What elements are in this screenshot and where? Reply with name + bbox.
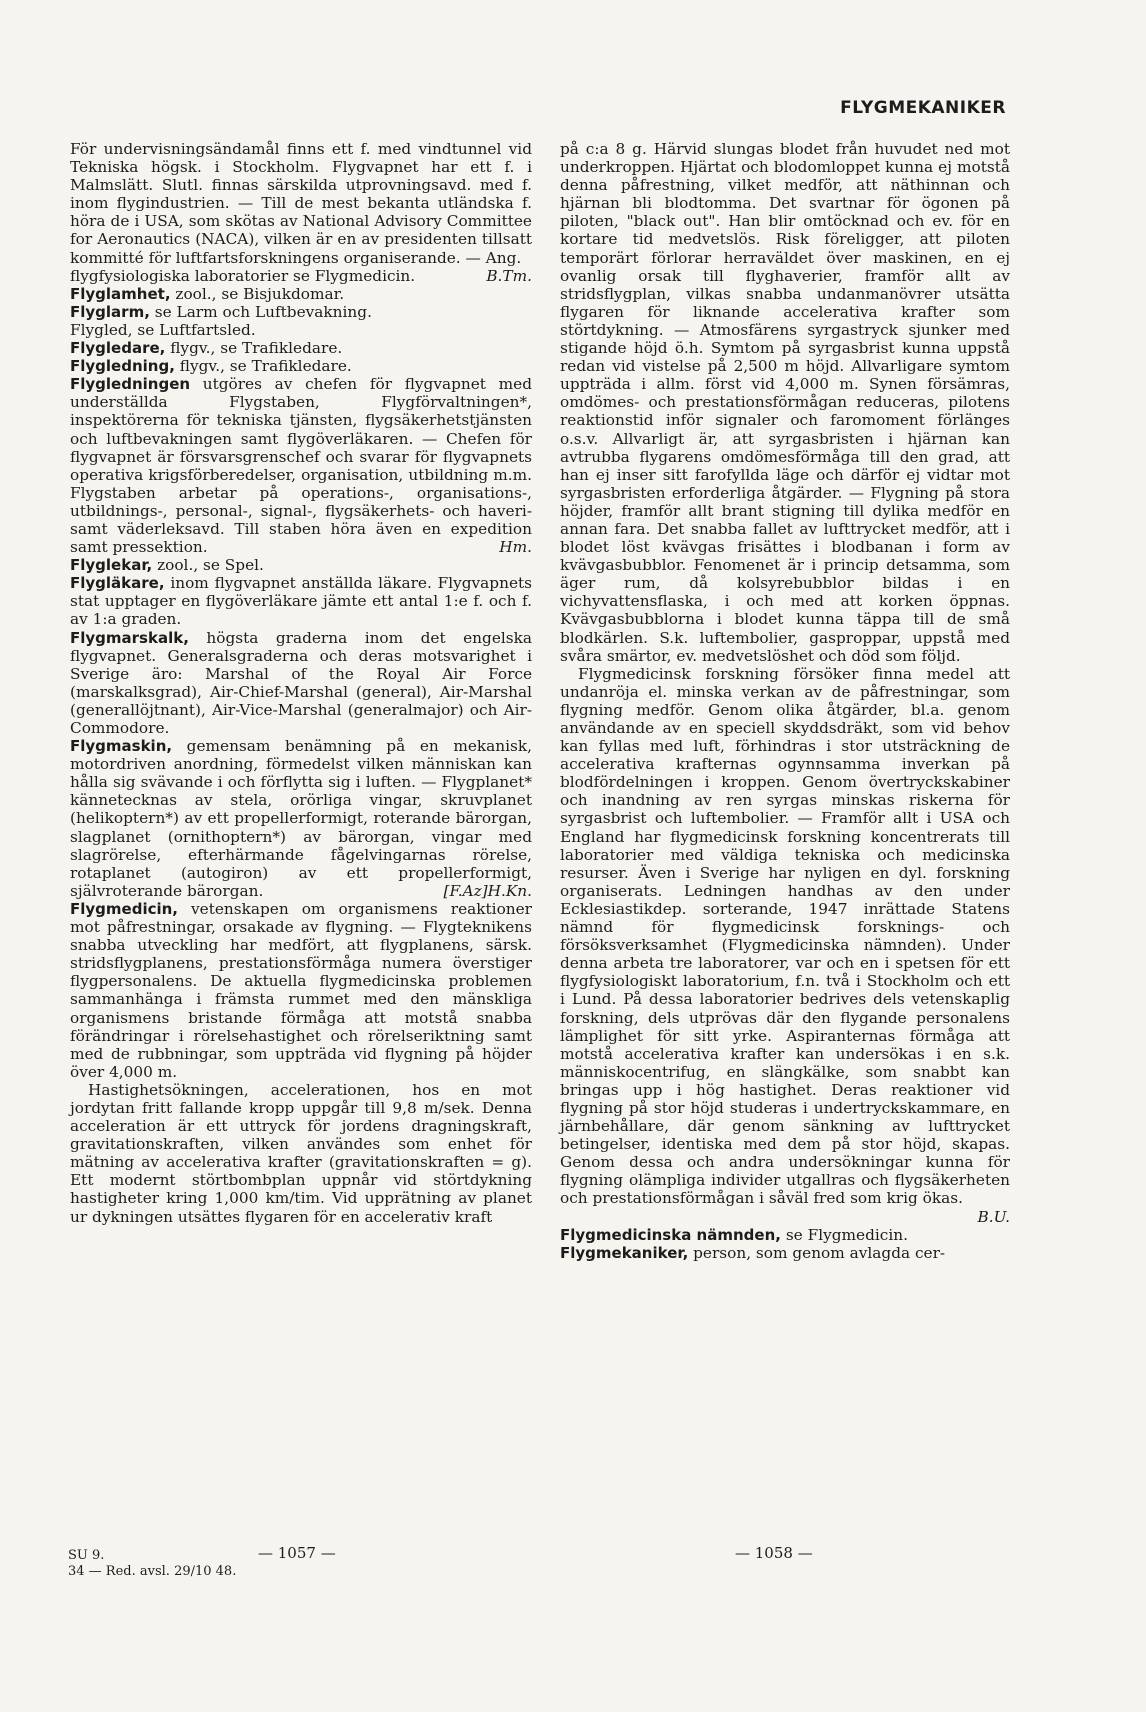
entry-headword: Flygledning, <box>70 357 175 376</box>
paragraph-text: Flygmedicinsk forskning försöker finna medel att undanröja el. minska verkan av de påfrestningar, som flygning medför. Genom olika åtgärder, bl.a. genom användande av en speciell skyddsdräkt, som vid behov kan fyllas med luft, förhindras i stor utsträckning de accelerativa krafternas ogynnsamma inverkan på blodfördelningen i kroppen. Genom övertryckskabiner och inandning av ren syrgas minskas riskerna för syrgasbrist och luftembolier. — Framför allt i USA och England har flygmedicinsk forskning koncentrerats till laboratorier med väldiga tekniska och medicinska resurser. Även i Sverige har nyligen en dyl. forskning organiserats. Ledningen handhas av den under Ecklesiastikdep. sorterande, 1947 inrättade Statens nämnd för flygmedicinsk forsknings- och försöksverksamhet (Flygmedicinska nämnden). Under denna arbeta tre laboratorer, var och en i spetsen för ett flygfysiologiskt laboratorium, f.n. två i Stockholm och ett i Lund. På dessa laboratorier bedrives dels vetenskaplig forskning, dels utprövas där den flygande personalens lämplighet för sitt yrke. Aspiranternas förmåga att motstå accelerativa krafter kan undersökas i en s.k. människocentrifug, en slängkälke, som snabbt kan bringas upp i hög hastighet. Deras reaktioner vid flygning på stor höjd studeras i undertryckskammare, en järnbehållare, där genom sänkning av lufttrycket betingelser, identiska med dem på stor höjd, skapas. Genom dessa och andra undersökningar kunna för flygning olämpliga individer utgallras och flygsäkerheten och prestationsförmågan i såväl fred som krig ökas. <box>560 664 1010 1208</box>
paragraph <box>560 665 1010 1226</box>
paragraph-text: För undervisningsändamål finns ett f. med vindtunnel vid Tekniska högsk. i Stockholm. Flygvapnet har ett f. i Malmslätt. Slutl. finnas särskilda utprovningsavd. med f. inom flygindustrien. — Till de mest bekanta utländska f. höra de i USA, som skötas av National Advisory Committee for Aeronautics (NACA), vilken är en av presidenten tillsatt kommitté för luftfartsforskningens organiserande. — Ang. <box>70 140 532 267</box>
author-signature: [F.Az]H.Kn. <box>443 881 532 900</box>
printer-mark-line-2: 34 — Red. avsl. 29/10 48. <box>68 1564 237 1579</box>
printer-mark <box>68 1548 236 1580</box>
dictionary-entry <box>560 1244 1010 1262</box>
paragraph-text: flygfysiologiska laboratorier se Flygmedicin. <box>70 266 416 285</box>
paragraph <box>560 140 1010 665</box>
entry-headword: Flyglamhet, <box>70 284 171 303</box>
dictionary-entry <box>70 285 532 303</box>
dictionary-entry <box>70 900 532 1081</box>
entry-headword: Flygmedicinska nämnden, <box>560 1225 781 1244</box>
entry-body: zool., se Spel. <box>152 556 264 575</box>
entry-headword: Flygmarskalk, <box>70 628 189 647</box>
dictionary-entry <box>560 1226 1010 1244</box>
dictionary-entry <box>70 737 532 900</box>
dictionary-entry <box>70 357 532 375</box>
running-head: FLYGMEKANIKER <box>840 98 1006 118</box>
entry-body: vetenskapen om organismens reaktioner mot påfrestningar, orsakade av flygning. — Flygteknikens snabba utveckling har medfört, att flygplanens, särsk. stridsflygplanens, prestationsförmåga numera överstiger flygpersonalens. De aktuella flygmedicinska problemen sammanhänga i främsta rummet med den mänskliga organismens bristande förmåga att motstå snabba förändringar i rörelsehastighet och rörelseriktning samt med de rubbningar, som uppträda vid flygning på höjder över 4,000 m. <box>70 899 532 1081</box>
paragraph <box>70 1081 532 1226</box>
dictionary-entry <box>70 303 532 321</box>
entry-headword: Flyglarm, <box>70 302 150 321</box>
author-signature: Hm. <box>499 538 532 557</box>
author-signature: B.U. <box>977 1207 1010 1226</box>
dictionary-entry <box>70 629 532 738</box>
paragraph <box>70 140 532 267</box>
entry-body: högsta graderna inom det engelska flygvapnet. Generalsgraderna och deras motsvarighet i Sverige äro: Marshal of the Royal Air Force (marskalksgrad), Air-Chief-Marshal (general), Air-Marshal (generallöjtnant), Air-Vice-Marshal (generalmajor) och Air-Commodore. <box>70 628 532 737</box>
entry-body: flygv., se Trafikledare. <box>174 357 352 376</box>
dictionary-entry <box>70 375 532 556</box>
entry-headword: Flygledare, <box>70 339 166 358</box>
entry-body: inom flygvapnet anställda läkare. Flygvapnets stat upptager en flygöverläkare jämte ett antal 1:e f. och f. av 1:a graden. <box>70 574 532 629</box>
dictionary-entry <box>70 339 532 357</box>
paragraph <box>70 267 532 285</box>
dictionary-entry <box>70 556 532 574</box>
entry-body: utgöres av chefen för flygvapnet med underställda Flygstaben, Flygförvaltningen*, inspektörerna för tekniska tjänsten, flygsäkerhetstjänsten och luftbevakningen samt flygöverläkaren. — Chefen för flygvapnet är försvarsgrenschef och svarar för flygvapnets operativa krigsförberedelser, organisation, utbildning m.m. Flygstaben arbetar på operations-, organisations-, utbildnings-, personal-, signal-, flygsäkerhets- och haveri- samt väderleksavd. Till staben höra även en expedition samt pressektion. <box>70 375 532 557</box>
page-number-left: — 1057 — <box>258 1544 336 1562</box>
entry-headword: Flygmekaniker, <box>560 1243 689 1262</box>
entry-body: se Larm och Luftbevakning. <box>149 302 372 321</box>
dictionary-entry <box>70 574 532 628</box>
paragraph-text: Flygled, se Luftfartsled. <box>70 320 256 339</box>
entry-headword: Flygledningen <box>70 375 191 394</box>
entry-body: gemensam benämning på en mekanisk, motordriven anordning, förmedelst vilken människan kan hålla sig svävande i och förflytta sig i luften. — Flygplanet* kännetecknas av stela, orörliga vingar, skruvplanet (helikoptern*) av ett propellerformigt, roterande bärorgan, slagplanet (ornithoptern*) av bärorgan, vingar med slagrörelse, efterhärmande fågelvingarnas rörelse, rotaplanet (autogiron) av ett propellerformigt, självroterande bärorgan. <box>70 737 532 900</box>
page-number-right: — 1058 — <box>735 1544 813 1562</box>
printer-mark-line-1: SU 9. <box>68 1548 105 1563</box>
entry-body: se Flygmedicin. <box>780 1225 908 1244</box>
entry-body: person, som genom avlagda cer- <box>688 1243 946 1262</box>
entry-body: flygv., se Trafikledare. <box>165 339 343 358</box>
left-column <box>70 140 532 1226</box>
entry-headword: Flygmaskin, <box>70 737 173 756</box>
entry-headword: Flygläkare, <box>70 574 165 593</box>
paragraph-text: på c:a 8 g. Härvid slungas blodet från huvudet ned mot underkroppen. Hjärtat och blodomloppet kunna ej motstå denna påfrestning, vilket medför, att näthinnan och hjärnan bli blodtomma. Det svartnar för ögonen på piloten, "black out". Han blir omtöcknad och ev. för en kortare tid medvetslös. Risk föreligger, att piloten temporärt förlorar herraväldet över maskinen, en ej ovanlig orsak till flyghaverier, framför allt av stridsflygplan, vilkas snabba undanmanövrer utsätta flygaren för liknande accelerativa krafter som störtdykning. — Atmosfärens syrgastryck sjunker med stigande höjd ö.h. Symtom på syrgasbrist kunna uppstå redan vid vistelse på 2,500 m höjd. Allvarligare symtom uppträda i allm. först vid 4,000 m. Synen försämras, omdömes- och prestationsförmågan reduceras, pilotens reaktionstid inför signaler och faromoment förlänges o.s.v. Allvarligt är, att syrgasbristen i hjärnan kan avtrubba flygarens omdömesförmåga till den grad, att han ej inser sitt farofyllda läge och därför ej vidtar mot syrgasbristen erforderliga åtgärder. — Flygning på stora höjder, framför allt brant stigning till dylika medför en annan fara. Det snabba fallet av lufttrycket medför, att i blodet löst kvävgas frisättes i blodbanan i form av kvävgasbubblor. Fenomenet är i princip detsamma, som äger rum, då kolsyrebubblor bildas i en vichyvattensflaska, i och med att korken öppnas. Kvävgasbubblorna i blodet kunna täppa till de små blodkärlen. S.k. luftembolier, gasproppar, uppstå med svåra smärtor, ev. medvetslöshet och död som följd. <box>560 140 1010 665</box>
entry-headword: Flygmedicin, <box>70 899 178 918</box>
entry-headword: Flyglekar, <box>70 556 153 575</box>
entry-body: zool., se Bisjukdomar. <box>170 284 345 303</box>
paragraph-text: Hastighetsökningen, accelerationen, hos en mot jordytan fritt fallande kropp uppgår till 9,8 m/sek. Denna acceleration är ett uttryck för jordens dragningskraft, gravitationskraften, vilken användes som enhet för mätning av accelerativa krafter (gravitationskraften = g). Ett modernt störtbombplan uppnår vid störtdykning hastigheter kring 1,000 km/tim. Vid upprätning av planet ur dykningen utsättes flygaren för en accelerativ kraft <box>70 1080 532 1226</box>
paragraph <box>70 321 532 339</box>
right-column <box>560 140 1010 1262</box>
author-signature: B.Tm. <box>486 266 532 285</box>
